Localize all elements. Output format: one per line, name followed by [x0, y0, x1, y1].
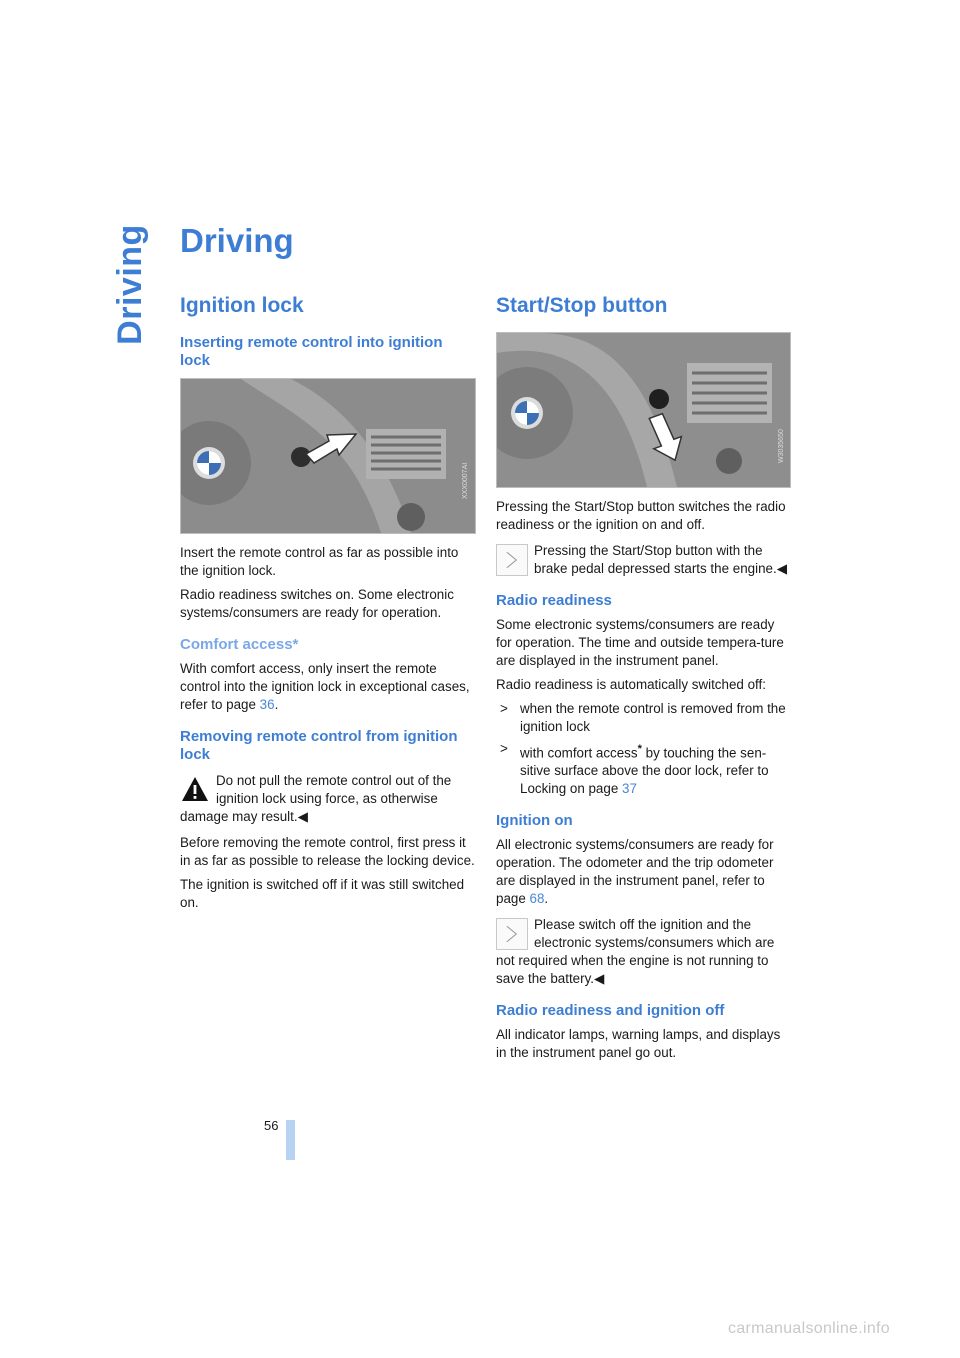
radio-ignition-off-subheading: Radio readiness and ignition off	[496, 1002, 725, 1020]
note-1-text: Pressing the Start/Stop button with the brake pedal depressed starts the engine.	[534, 543, 777, 576]
warning-text: Do not pull the remote control out of the ignition lock using force, as otherwise damage may result.	[180, 773, 452, 824]
list-item: > when the remote control is removed from the ignition lock	[500, 701, 786, 734]
start-stop-heading: Start/Stop button	[496, 294, 668, 317]
radio-readiness-paragraph: Some electronic systems/consumers are ready for operation. The time and outside tempera-ture are displayed in the instrument panel.	[496, 617, 784, 668]
radio-off-list	[496, 700, 790, 798]
end-mark: ◀	[594, 971, 605, 987]
inserting-subheading: Inserting remote control into ignition lock	[180, 334, 443, 369]
page-link-36[interactable]: 36	[259, 697, 275, 712]
page-link-37[interactable]: 37	[622, 781, 637, 797]
ignition-on-subheading: Ignition on	[496, 812, 573, 830]
info-note-1	[496, 542, 790, 578]
watermark: carmanualsonline.info	[728, 1320, 890, 1337]
ignition-on-paragraph: All electronic systems/consumers are ready for operation. The odometer and the trip odometer are displayed in the instrument panel, refer to page 68.	[496, 837, 774, 907]
left-column	[180, 292, 475, 918]
info-note-2	[496, 916, 790, 988]
insert-paragraph-a: Insert the remote control as far as possible into the ignition lock.	[180, 545, 459, 578]
ignition-lock-heading: Ignition lock	[180, 294, 304, 317]
note-arrow-icon	[496, 544, 528, 576]
end-mark: ◀	[297, 809, 308, 824]
insert-paragraph-b: Radio readiness switches on. Some electronic systems/consumers are ready for operation.	[180, 587, 454, 620]
radio-readiness-subheading: Radio readiness	[496, 592, 612, 609]
page-title: Driving	[180, 222, 294, 259]
right-column	[496, 292, 790, 1068]
end-mark: ◀	[776, 561, 787, 576]
ignition-lock-photo	[180, 378, 476, 534]
list-item: > with comfort access* by touching the sen-sitive surface above the door lock, refer to Locking on page 37	[500, 741, 769, 797]
radio-readiness-off-paragraph: Radio readiness is automatically switched off:	[496, 677, 766, 692]
option-star: *	[637, 743, 642, 755]
start-stop-photo	[496, 332, 791, 488]
note-2-text: Please switch off the ignition and the electronic systems/consumers which are not required when the engine is not running to save the battery.	[496, 917, 775, 987]
side-tab	[108, 223, 152, 345]
warning-note	[180, 772, 475, 826]
start-stop-paragraph: Pressing the Start/Stop button switches the radio readiness or the ignition on and off.	[496, 499, 786, 532]
comfort-access-subheading: Comfort access*	[180, 636, 299, 653]
comfort-access-paragraph: With comfort access, only insert the remote control into the ignition lock in exceptional cases, refer to page 36.	[180, 661, 470, 712]
warning-icon	[180, 774, 210, 804]
image-code: W3035650	[778, 429, 785, 463]
note-arrow-icon	[496, 918, 528, 950]
page-number: 56	[264, 1118, 279, 1133]
removing-subheading: Removing remote control from ignition lock	[180, 728, 458, 763]
page-link-68[interactable]: 68	[529, 891, 545, 907]
removing-paragraph-a: Before removing the remote control, first press it in as far as possible to release the locking device.	[180, 835, 475, 868]
page-number-bar	[286, 1120, 295, 1160]
image-code: XXX0007AI	[462, 462, 469, 499]
side-tab-label: Driving	[110, 223, 149, 345]
removing-paragraph-b: The ignition is switched off if it was still switched on.	[180, 877, 465, 910]
radio-ignition-off-paragraph: All indicator lamps, warning lamps, and displays in the instrument panel go out.	[496, 1027, 781, 1061]
